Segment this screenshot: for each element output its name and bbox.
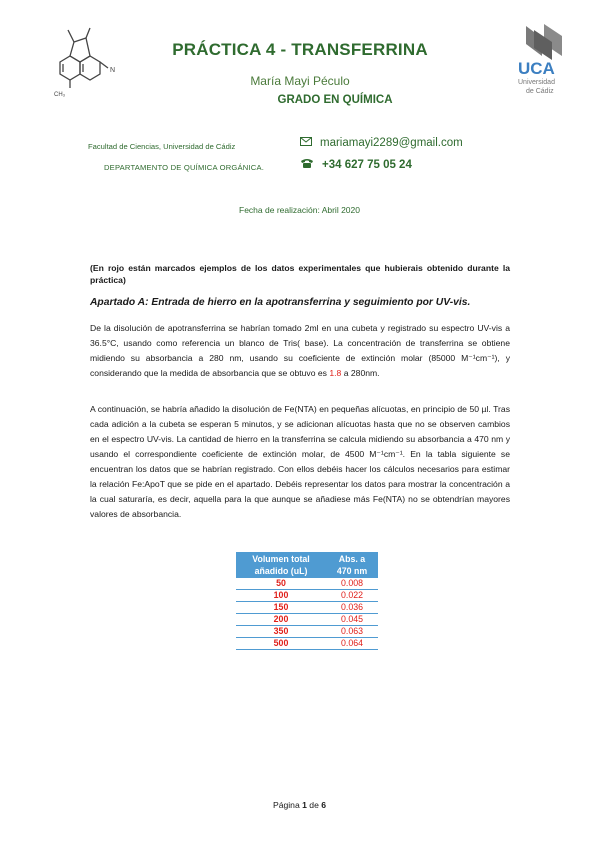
absorbance-cell: 0.008: [326, 578, 378, 590]
absorbance-table: [236, 552, 378, 650]
email-address[interactable]: mariamayi2289@gmail.com: [320, 137, 463, 149]
section-title: Apartado A: Entrada de hierro en la apotransferrina y seguimiento por UV-vis.: [90, 297, 471, 308]
svg-text:de Cádiz: de Cádiz: [526, 88, 554, 95]
svg-text:CH₃: CH₃: [54, 92, 66, 98]
table-header-row: [236, 552, 378, 578]
absorbance-cell: 0.063: [326, 626, 378, 638]
author-name: María Mayi Péculo: [250, 74, 350, 88]
faculty-label: Facultad de Ciencias, Universidad de Cádiz: [88, 142, 236, 151]
table-row: [236, 590, 378, 602]
svg-text:N: N: [110, 67, 116, 74]
page-total: 6: [321, 800, 327, 810]
absorbance-value: 1.8: [329, 368, 342, 378]
header-absorbance: Abs. a 470 nm: [326, 552, 378, 578]
molecule-logo: [42, 24, 124, 102]
email-contact: [300, 137, 463, 149]
table-row: [236, 614, 378, 626]
uca-emblem-icon: [526, 24, 562, 60]
red-data-note: (En rojo están marcados ejemplos de los datos experimentales que hubierais obtenido durante la práctica): [90, 263, 510, 286]
phone-icon: [300, 158, 314, 172]
header-volume: Volumen total añadido (uL): [236, 552, 326, 578]
completion-date: Fecha de realización: Abril 2020: [239, 205, 360, 215]
svg-text:UCA: UCA: [518, 59, 555, 78]
volume-cell: 350: [236, 626, 326, 638]
paragraph-1: De la disolución de apotransferrina se habrían tomado 2ml en una cubeta y registrado su espectro UV-vis a 36.5°C, usando como referencia un blanco de Tris( base). La concentración de transferrina se obtiene midiendo su absorbancia a 280 nm, usando su coeficiente de extinción molar (85000 M⁻¹cm⁻¹), y considerando que la medida de absorbancia que se obtuvo es 1.8 a 280nm.: [90, 323, 510, 378]
envelope-icon: [300, 137, 312, 149]
document-title: PRÁCTICA 4 - TRANSFERRINA: [172, 40, 428, 59]
absorbance-cell: 0.045: [326, 614, 378, 626]
uca-logo: [512, 22, 578, 96]
svg-text:Universidad: Universidad: [518, 79, 555, 86]
volume-cell: 150: [236, 602, 326, 614]
page-number: 1: [302, 800, 307, 810]
volume-cell: 50: [236, 578, 326, 590]
table-row: [236, 602, 378, 614]
volume-cell: 200: [236, 614, 326, 626]
phone-contact: [300, 158, 412, 172]
absorbance-cell: 0.022: [326, 590, 378, 602]
phone-number[interactable]: +34 627 75 05 24: [322, 159, 412, 171]
volume-cell: 100: [236, 590, 326, 602]
absorbance-cell: 0.036: [326, 602, 378, 614]
table-row: [236, 638, 378, 650]
paragraph-2: A continuación, se habría añadido la disolución de Fe(NTA) en pequeñas alícuotas, en principio de 50 µl. Tras cada adición a la cubeta se esperan 5 minutos, y se adicionan alícuotas hasta que no se observen cambios en el espectro UV-vis. La cantidad de hierro en la transferrina se calcula midiendo su absorbancia a 470 nm y usando el correspondiente coeficiente de extinción molar, de 4500 M⁻¹cm⁻¹. En la tabla siguiente se encuentran los datos que se habrían registrado. Con ellos debéis hacer los cálculos necesarios para estimar la relación Fe:ApoT que se pide en el apartado. Debéis representar los datos para mostrar la concentración a la cual saturaría, es decir, aquella para la que aunque se añadiese más Fe(NTA) no se obtendrían mayores valores de absorbancia.: [90, 404, 510, 519]
table-row: [236, 578, 378, 590]
page-footer: Página 1 de 6: [272, 800, 327, 810]
degree-label: GRADO EN QUÍMICA: [277, 94, 393, 106]
volume-cell: 500: [236, 638, 326, 650]
department-label: DEPARTAMENTO DE QUÍMICA ORGÁNICA.: [104, 163, 265, 172]
table-row: [236, 626, 378, 638]
absorbance-table-container: [236, 552, 378, 650]
absorbance-cell: 0.064: [326, 638, 378, 650]
